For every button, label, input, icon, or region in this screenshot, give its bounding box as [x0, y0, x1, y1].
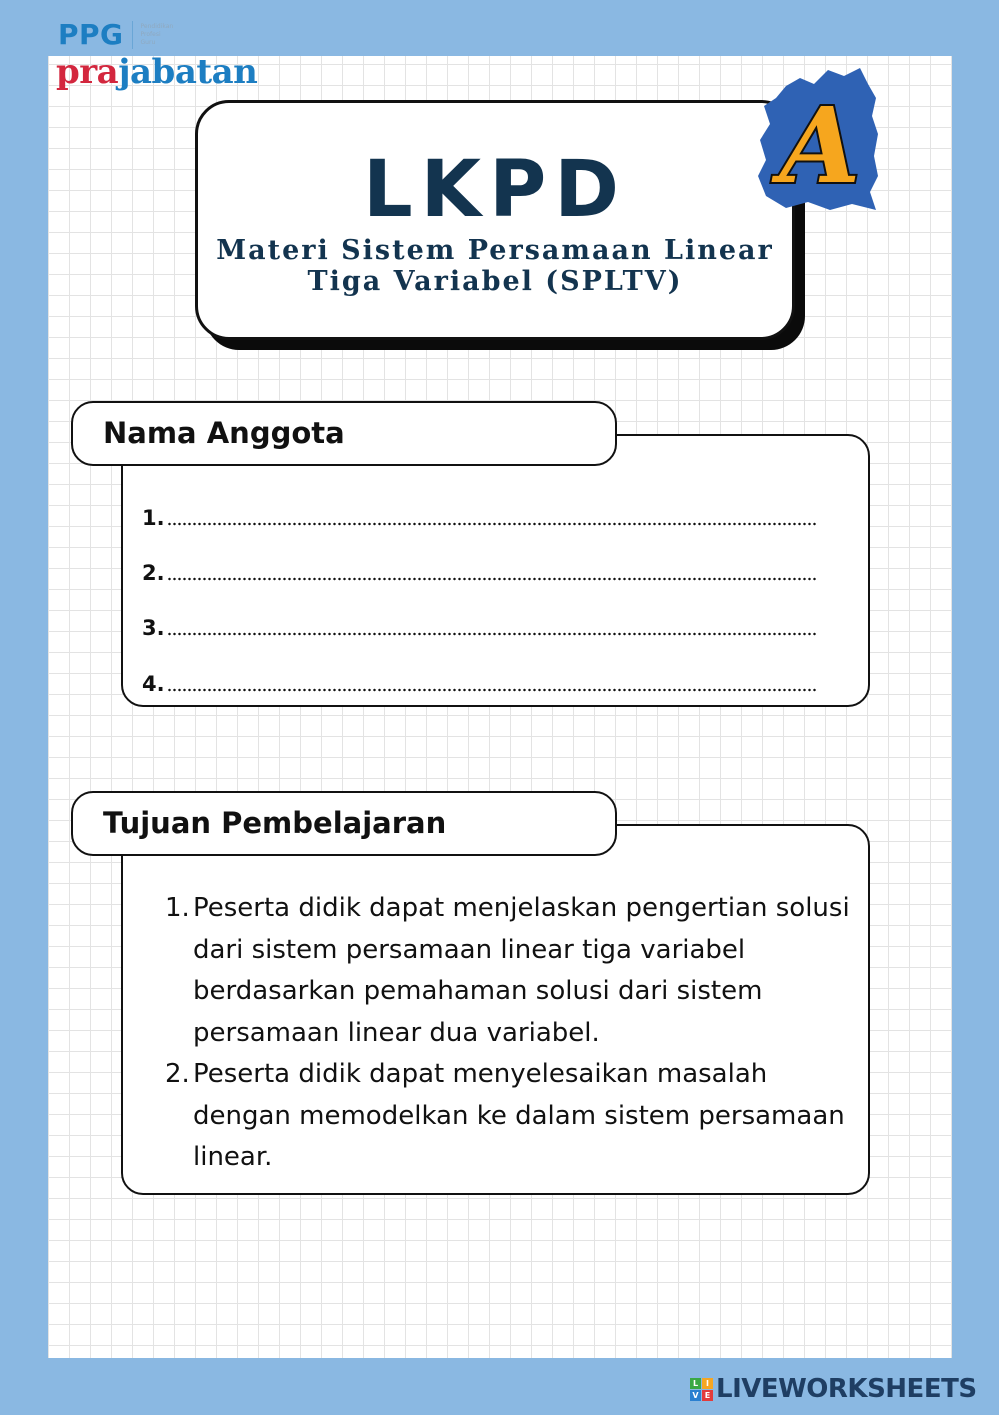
liveworksheets-logo-icon	[690, 1378, 713, 1401]
objectives-label: Tujuan Pembelajaran	[103, 806, 447, 840]
ppg-logo	[58, 18, 173, 51]
objectives-header	[71, 791, 617, 856]
logo-small-line: Profesi	[140, 30, 161, 38]
page-subtitle	[198, 235, 792, 297]
logo-separator	[132, 21, 133, 49]
member-dotted-line	[167, 577, 817, 581]
subtitle-line-1: Materi Sistem Persamaan Linear	[216, 235, 774, 266]
logo-cell: E	[702, 1390, 713, 1401]
member-number: 2.	[142, 561, 165, 585]
logo-j: j	[118, 52, 131, 92]
members-label: Nama Anggota	[103, 416, 345, 450]
member-line-1[interactable]	[142, 506, 817, 530]
logo-rest: abatan	[130, 52, 258, 92]
logo-small-line: Pendidikan	[140, 22, 174, 30]
letter-a-badge-icon	[756, 64, 880, 214]
objective-number: 2.	[165, 1059, 190, 1089]
member-line-2[interactable]	[142, 561, 817, 585]
member-line-3[interactable]	[142, 616, 817, 640]
member-number: 3.	[142, 616, 165, 640]
objective-number: 1.	[165, 893, 190, 923]
badge-letter: A	[779, 84, 861, 207]
logo-small-text	[141, 23, 174, 47]
objective-text: Peserta didik dapat menyelesaikan masalah dengan memodelkan ke dalam sistem persamaan linear.	[193, 1059, 845, 1172]
logo-cell: I	[702, 1378, 713, 1389]
logo-small-line: Guru	[140, 38, 156, 46]
logo-ppg-text: PPG	[58, 18, 124, 51]
objectives-list	[165, 888, 855, 1179]
objective-text: Peserta didik dapat menjelaskan pengertian solusi dari sistem persamaan linear tiga variabel berdasarkan pemahaman solusi dari sistem persamaan linear dua variabel.	[193, 893, 850, 1048]
logo-cell: L	[690, 1378, 701, 1389]
objective-item	[165, 888, 855, 1054]
member-line-4[interactable]	[142, 672, 817, 696]
page-title: LKPD	[362, 145, 628, 235]
subtitle-line-2: Tiga Variabel (SPLTV)	[307, 266, 683, 297]
prajabatan-logo	[56, 52, 257, 92]
member-dotted-line	[167, 632, 817, 636]
liveworksheets-footer	[690, 1374, 977, 1404]
objective-item	[165, 1054, 855, 1179]
member-number: 4.	[142, 672, 165, 696]
member-number: 1.	[142, 506, 165, 530]
liveworksheets-brand: LIVEWORKSHEETS	[716, 1374, 977, 1404]
member-dotted-line	[167, 688, 817, 692]
logo-cell: V	[690, 1390, 701, 1401]
title-card	[195, 100, 795, 340]
logo-pra: pra	[56, 52, 119, 92]
members-header	[71, 401, 617, 466]
member-dotted-line	[167, 522, 817, 526]
